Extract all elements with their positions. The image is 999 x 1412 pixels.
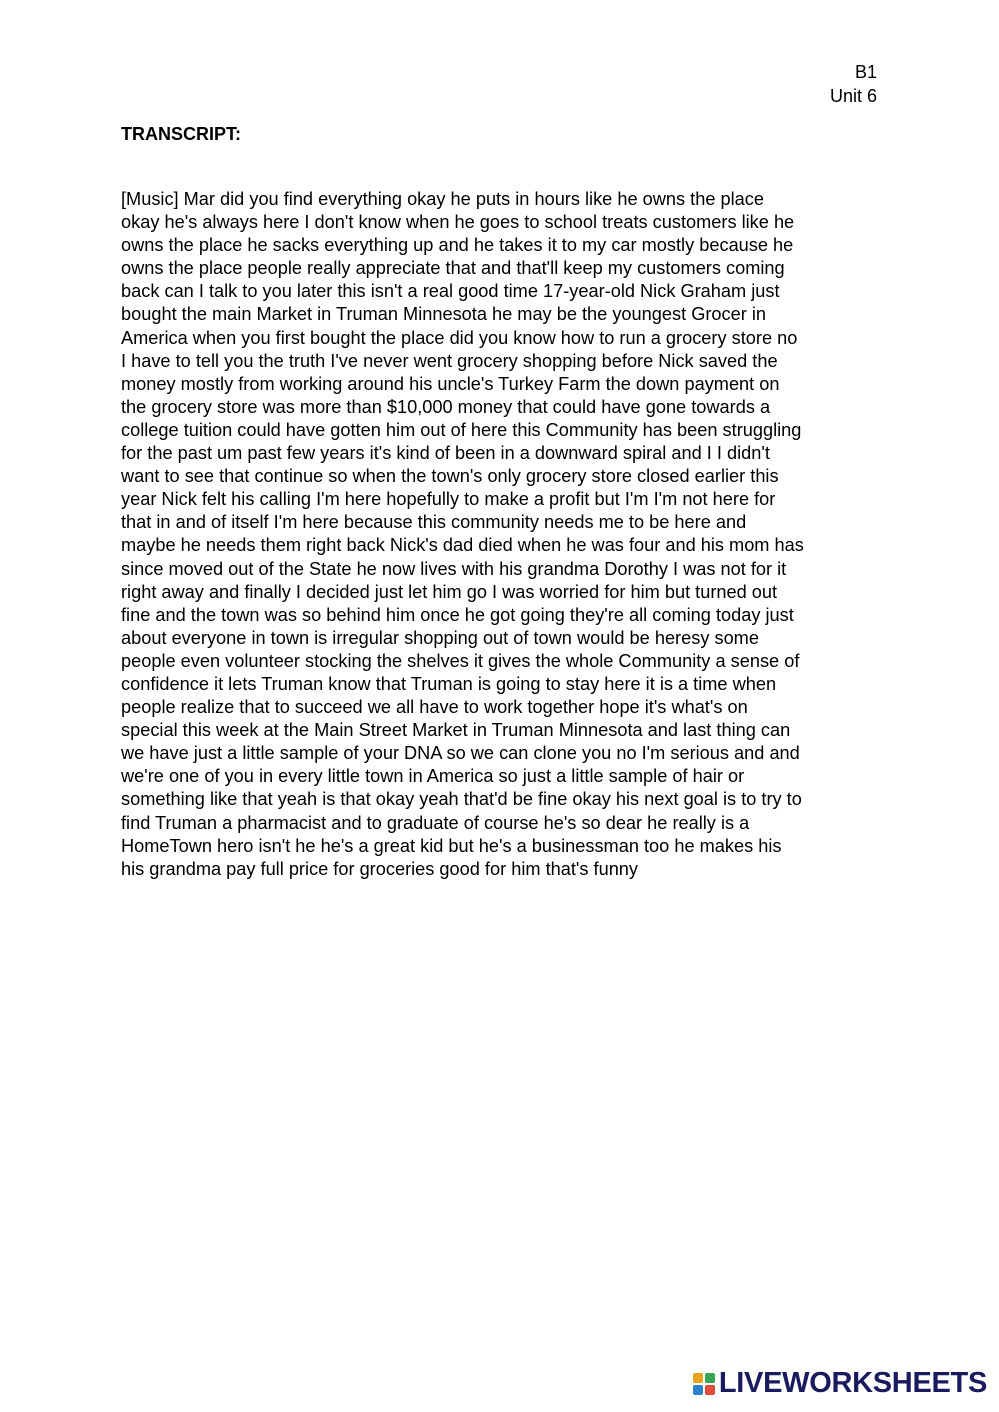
level-label: B1	[854, 62, 877, 82]
transcript-text: [Music] Mar did you find everything okay he puts in hours like he owns the place okay he's always here I don't know when he goes to school treats customers like he owns the place he sacks everything up and he takes it to my car mostly because he owns the place people really appreciate that and that'll keep my customers coming back can I talk to you later this isn't a real good time 17-year-old Nick Graham just bought the main Market in Truman Minnesota he may be the youngest Grocer in America when you first bought the place did you know how to run a grocery store no I have to tell you the truth I've never went grocery shopping before Nick saved the money mostly from working around his uncle's Turkey Farm the down payment on the grocery store was more than $10,000 money that could have gone towards a college tuition could have gotten him out of here this Community has been struggling for the past um past few years it's kind of been in a downward spiral and I I didn't want to see that continue so when the town's only grocery store closed earlier this year Nick felt his calling I'm here hopefully to make a profit but I'm I'm not here for that in and of itself I'm here because this community needs me to be here and maybe he needs them right back Nick's dad died when he was four and his mom has since moved out of the State he now lives with his grandma Dorothy I was not for it right away and finally I decided just let him go I was worried for him but turned out fine and the town was so behind him once he got going they're all coming today just about everyone in town is irregular shopping out of town would be heresy some people even volunteer stocking the shelves it gives the whole Community a sense of confidence it lets Truman know that Truman is going to stay here it is a time when people realize that to succeed we all have to work together hope it's what's on special this week at the Main Street Market in Truman Minnesota and last thing can we have just a little sample of your DNA so we can clone you no I'm serious and and we're one of you in every little town in America so just a little sample of hair or something like that yeah is that okay yeah that'd be fine okay his next goal is to try to find Truman a pharmacist and to graduate of course he's so dear he really is a HomeTown hero isn't he he's a great kid but he's a businessman too he makes his his grandma pay full price for groceries good for him that's funny	[121, 189, 804, 879]
logo-square	[705, 1385, 715, 1395]
brand-name: LIVEWORKSHEETS	[718, 1367, 987, 1399]
logo-square	[693, 1385, 703, 1395]
logo-square	[693, 1373, 703, 1383]
liveworksheets-brand	[693, 1367, 987, 1400]
liveworksheets-logo-icon	[693, 1373, 715, 1395]
logo-square	[705, 1373, 715, 1383]
unit-label: Unit 6	[829, 86, 877, 106]
page-title: TRANSCRIPT:	[121, 124, 241, 144]
document-header	[830, 60, 877, 108]
